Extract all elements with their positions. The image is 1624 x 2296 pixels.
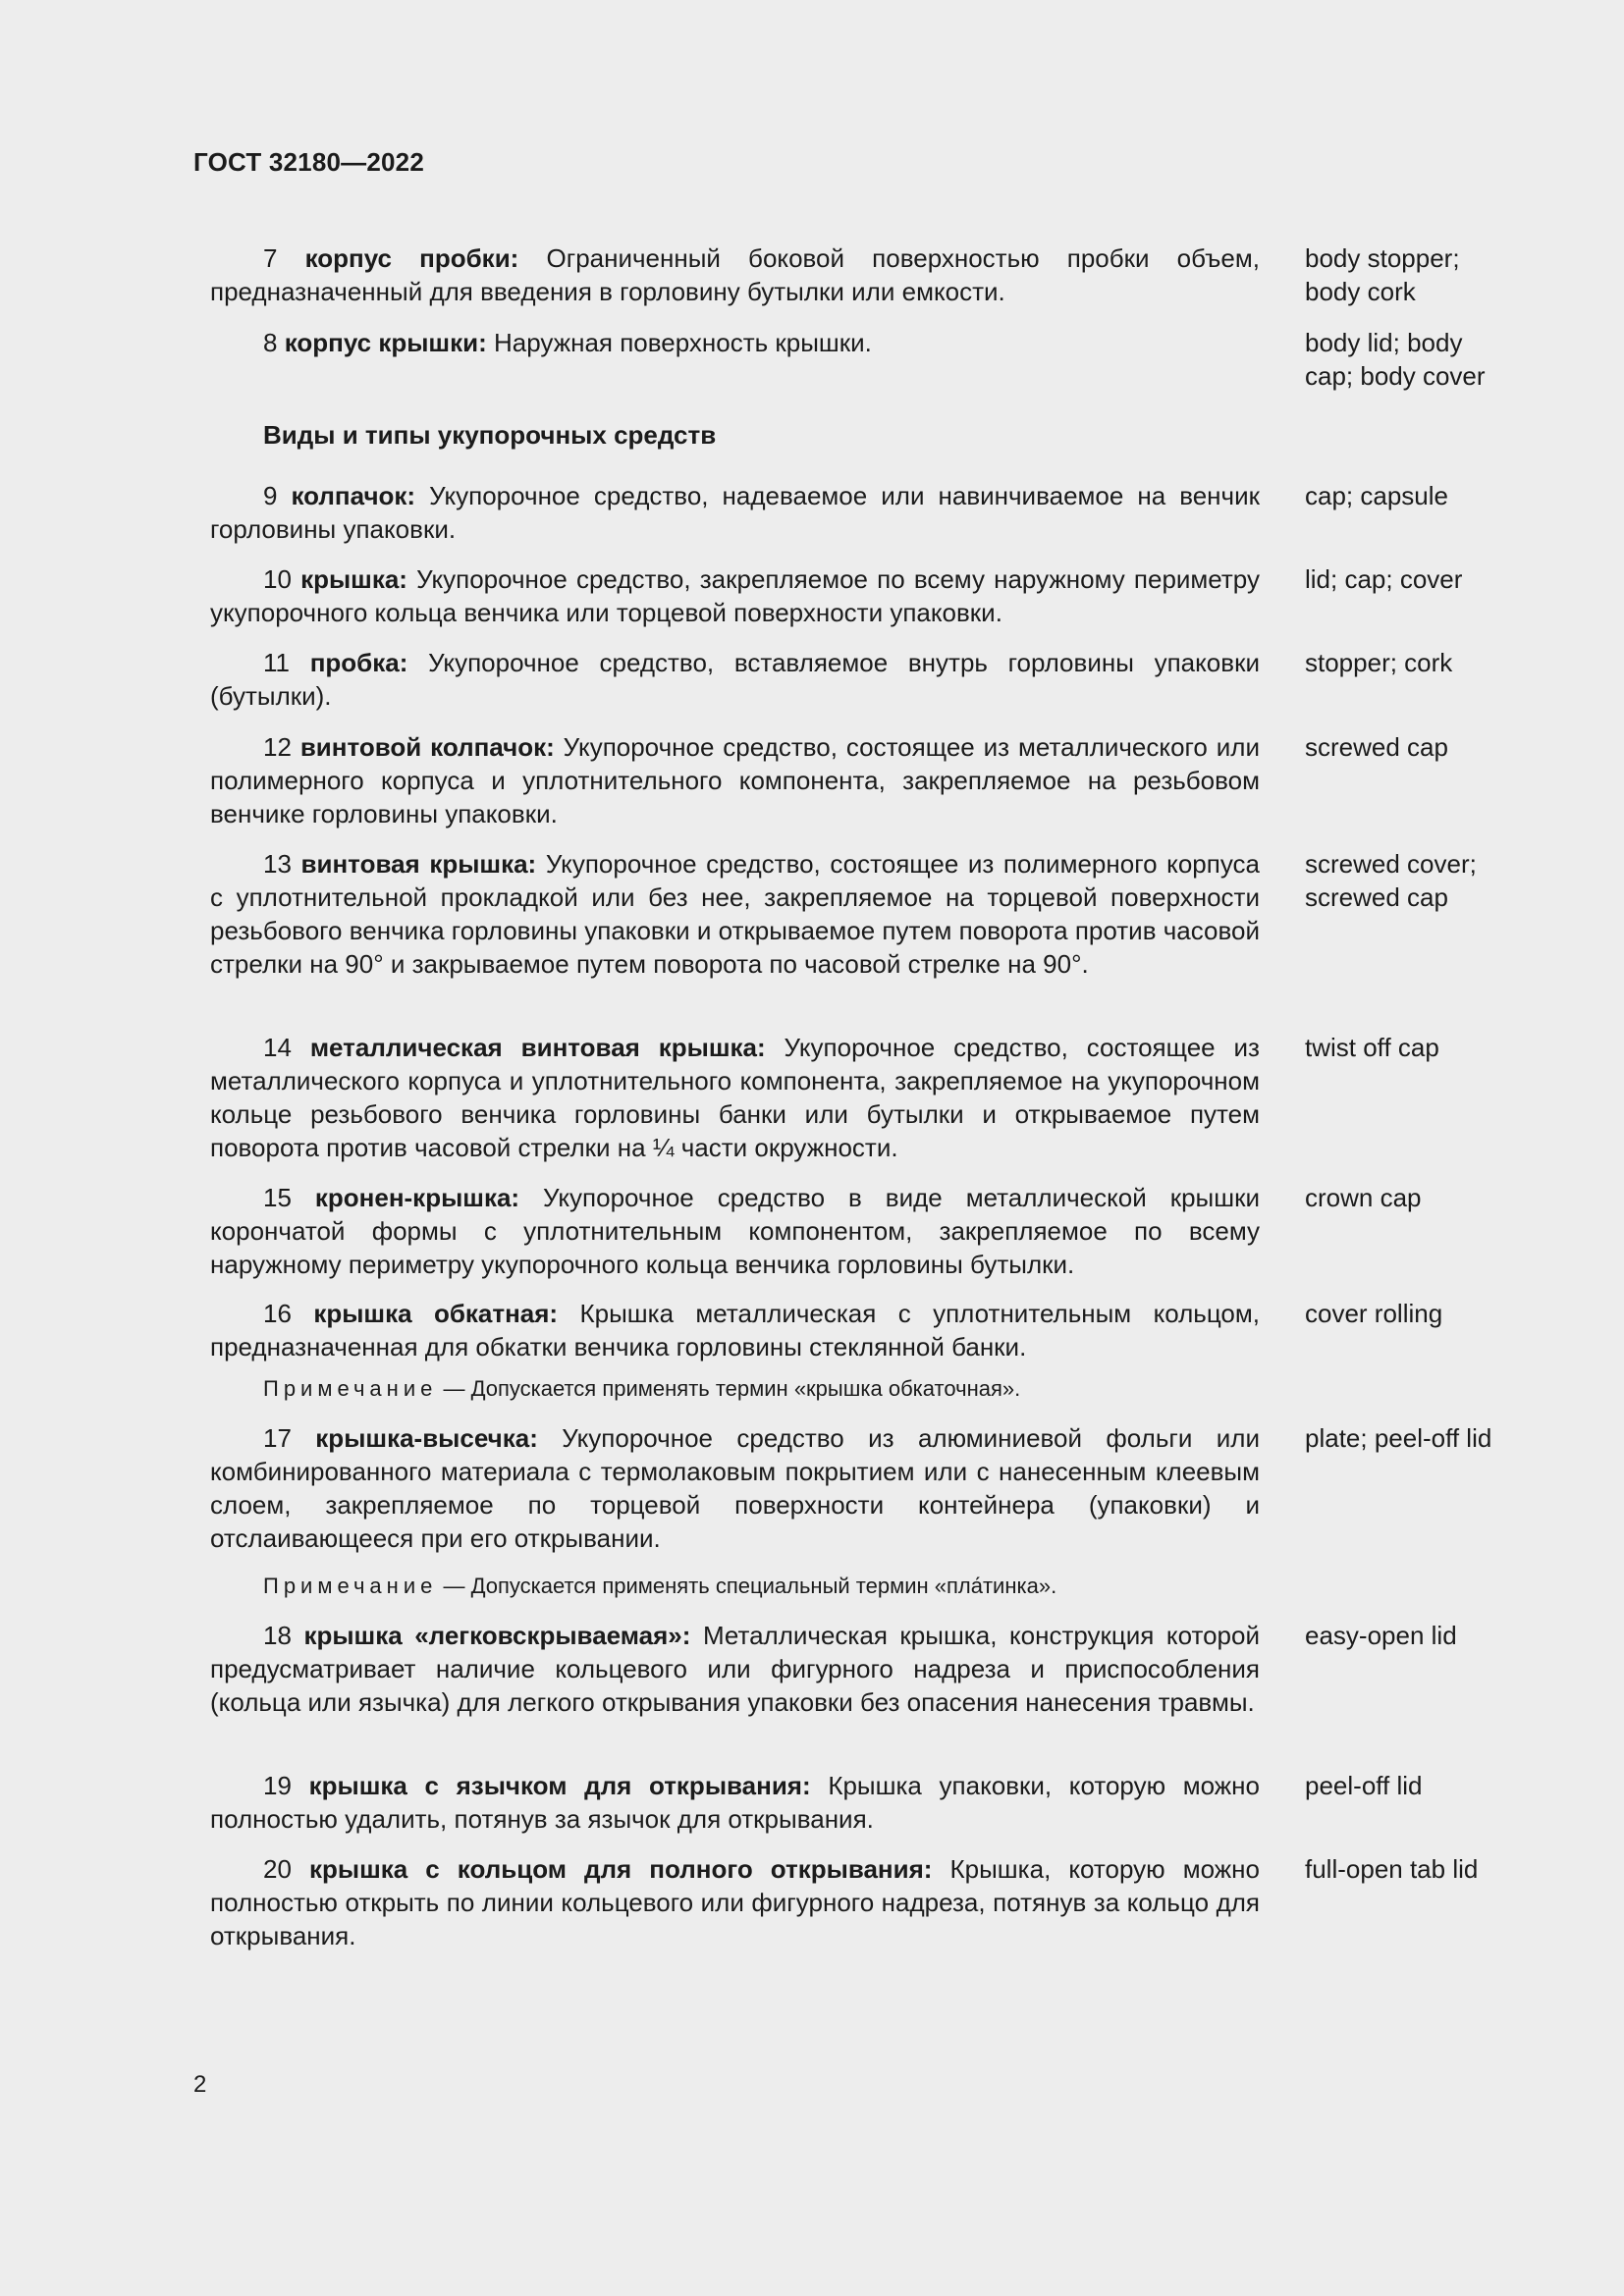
term-name: крышка-высечка: [315, 1423, 538, 1453]
term-name: корпус пробки: [304, 243, 519, 273]
term-number: 19 [263, 1771, 292, 1800]
term-definition: Укупорочное средство, закрепляемое по всему наружному периметру укупорочного кольца венчика или торцевой поверхности упаковки. [210, 564, 1260, 627]
term-number: 17 [263, 1423, 292, 1453]
term-entry-10 [210, 562, 1506, 646]
term-number: 9 [263, 481, 278, 510]
term-name: корпус крышки: [284, 328, 487, 357]
term-name: крышка с кольцом для полного открывания: [308, 1854, 933, 1884]
terms-content [210, 241, 1506, 1952]
term-number: 12 [263, 732, 292, 762]
term-definition: Укупорочное средство, надеваемое или навинчиваемое на венчик горловины упаковки. [210, 481, 1260, 544]
term-name: крышка обкатная: [313, 1299, 559, 1328]
term-number: 15 [263, 1183, 292, 1212]
term-definition: Крышка, которую можно полностью открыть по линии кольцевого или фигурного надреза, потянув за кольцо для открывания. [210, 1854, 1260, 1950]
term-english: twist off cap [1305, 1033, 1439, 1062]
term-name: винтовой колпачок: [299, 732, 555, 762]
term-entry-14 [210, 1031, 1506, 1181]
term-entry-11 [210, 646, 1506, 730]
term-entry-16 [210, 1297, 1506, 1374]
note-text: — Допускается применять специальный термин «пла́тинка». [443, 1574, 1057, 1598]
note-label: Примечание [263, 1574, 438, 1598]
term-definition: Укупорочное средство, состоящее из металлического корпуса и уплотнительного компонента, закрепляемое на укупорочном кольце резьбового венчика горловины банки или бутылки и открываемое путем поворота против часовой стрелки на ¼ части окружности. [210, 1033, 1260, 1162]
term-english: screwed cap [1305, 732, 1448, 762]
term-number: 13 [263, 849, 292, 879]
term-english: easy-open lid [1305, 1621, 1457, 1650]
term-definition: Укупорочное средство из алюминиевой фольги или комбинированного материала с термолаковым покрытием или с нанесенным клеевым слоем, закрепляемое по торцевой поверхности контейнера (упаковки) и отслаивающееся при его открывании. [210, 1423, 1260, 1553]
term-english: body lid; body cap; body cover [1305, 328, 1486, 391]
term-definition: Укупорочное средство в виде металлической крышки корончатой формы с уплотнительным компонентом, закрепляемое по всему наружному периметру укупорочного кольца венчика горловины бутылки. [210, 1183, 1260, 1279]
term-number: 10 [263, 564, 292, 594]
term-definition: Наружная поверхность крышки. [494, 328, 872, 357]
term-english: crown cap [1305, 1183, 1422, 1212]
term-name: пробка: [309, 648, 408, 677]
term-name: кронен-крышка: [314, 1183, 520, 1212]
term-entry-12 [210, 730, 1506, 847]
term-number: 18 [263, 1621, 292, 1650]
term-number: 14 [263, 1033, 292, 1062]
term-number: 20 [263, 1854, 292, 1884]
note-text: — Допускается применять термин «крышка обкаточная». [443, 1376, 1021, 1401]
term-entry-20 [210, 1852, 1506, 1952]
term-name: колпачок: [291, 481, 416, 510]
note [210, 1572, 1506, 1619]
note [210, 1374, 1506, 1421]
term-english: cover rolling [1305, 1299, 1443, 1328]
term-definition: Укупорочное средство, состоящее из металлического или полимерного корпуса и уплотнительного компонента, закрепляемое на резьбовом венчике горловины упаковки. [210, 732, 1261, 828]
page-number: 2 [193, 2071, 207, 2098]
section-title: Виды и типы укупорочных средств [263, 420, 717, 450]
term-english: body stopper; body cork [1305, 243, 1460, 306]
term-number: 8 [263, 328, 278, 357]
term-english: cap; capsule [1305, 481, 1448, 510]
term-entry-19 [210, 1769, 1506, 1852]
term-entry-17 [210, 1421, 1506, 1572]
term-entry-9 [210, 479, 1506, 562]
term-definition: Металлическая крышка, конструкция которой предусматривает наличие кольцевого или фигурного надреза и приспособления (кольца или язычка) для легкого открывания упаковки без опасения нанесения травмы. [210, 1621, 1260, 1717]
term-name: крышка: [300, 564, 407, 594]
term-definition: Крышка упаковки, которую можно полностью удалить, потянув за язычок для открывания. [210, 1771, 1260, 1834]
term-number: 11 [263, 648, 290, 677]
term-number: 16 [263, 1299, 292, 1328]
term-entry-7 [210, 241, 1506, 326]
term-english: full-open tab lid [1305, 1854, 1479, 1884]
term-english: screwed cover; screwed cap [1305, 849, 1477, 912]
term-english: plate; peel-off lid [1305, 1423, 1492, 1453]
term-english: peel-off lid [1305, 1771, 1423, 1800]
term-definition: Ограниченный боковой поверхностью пробки объем, предназначенный для введения в горловину бутылки или емкости. [210, 243, 1260, 306]
term-name: винтовая крышка: [300, 849, 537, 879]
document-header: ГОСТ 32180—2022 [193, 147, 424, 177]
term-name: крышка «легковскрываемая»: [303, 1621, 691, 1650]
term-name: металлическая винтовая крышка: [309, 1033, 766, 1062]
term-definition: Укупорочное средство, вставляемое внутрь горловины упаковки (бутылки). [210, 648, 1260, 711]
term-entry-8 [210, 326, 1506, 418]
term-name: крышка с язычком для открывания: [308, 1771, 811, 1800]
term-number: 7 [263, 243, 278, 273]
term-english: lid; cap; cover [1305, 564, 1463, 594]
term-english: stopper; cork [1305, 648, 1453, 677]
term-definition: Крышка металлическая с уплотнительным кольцом, предназначенная для обкатки венчика горловины стеклянной банки. [210, 1299, 1260, 1362]
term-entry-18 [210, 1619, 1506, 1769]
term-entry-13 [210, 847, 1506, 1031]
term-definition: Укупорочное средство, состоящее из полимерного корпуса с уплотнительной прокладкой или без нее, закрепляемое на торцевой поверхности резьбового венчика горловины упаковки и открываемое путем поворота против часовой стрелки на 90° и закрываемое путем поворота по часовой стрелке на 90°. [210, 849, 1260, 979]
note-label: Примечание [263, 1376, 438, 1401]
term-entry-15 [210, 1181, 1506, 1297]
